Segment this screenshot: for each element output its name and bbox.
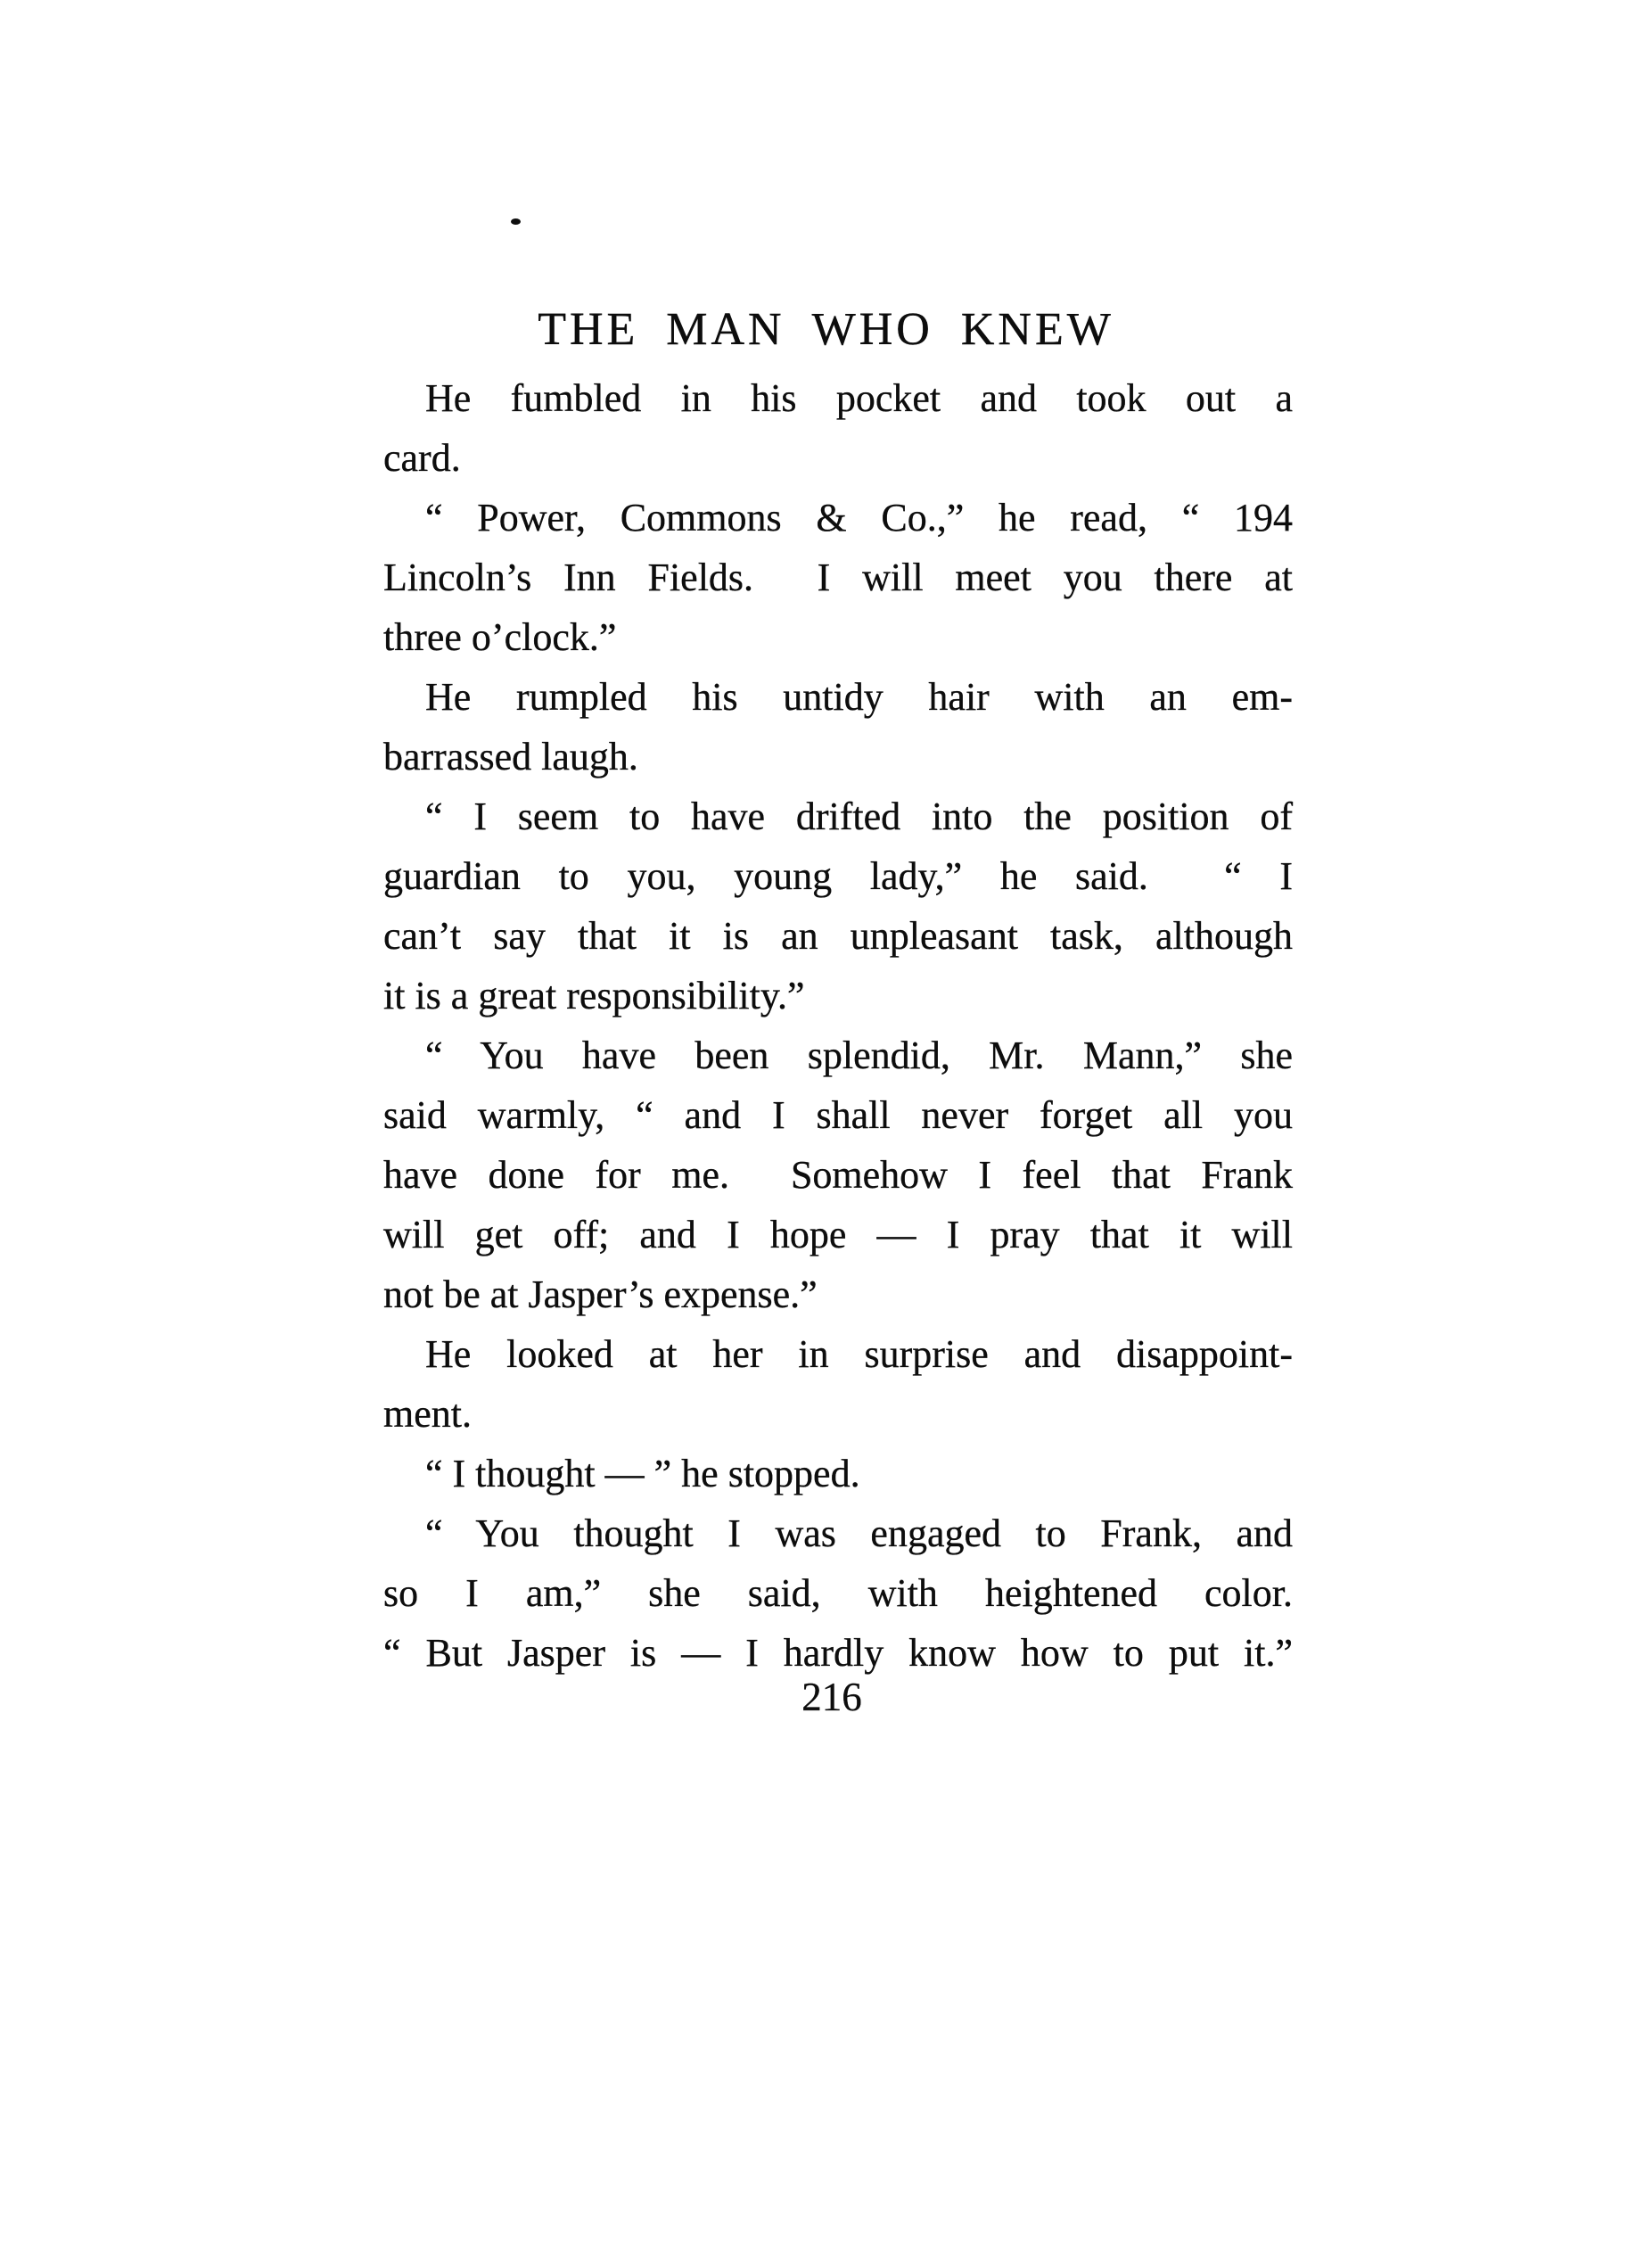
body-text	[383, 368, 1293, 1683]
text-line: Lincoln’s Inn Fields. I will meet you there at	[383, 556, 1293, 599]
text-line: He looked at her in surprise and disappoint-	[425, 1332, 1293, 1376]
text-line: said warmly, “ and I shall never forget all you	[383, 1093, 1293, 1137]
text-line: can’t say that it is an unpleasant task, although	[383, 914, 1293, 958]
text-line: three o’clock.”	[383, 615, 617, 659]
running-head: THE MAN WHO KNEW	[538, 304, 1114, 355]
page-number: 216	[801, 1675, 862, 1719]
text-line: “ But Jasper is — I hardly know how to put it.”	[383, 1631, 1293, 1675]
text-line: will get off; and I hope — I pray that it will	[383, 1213, 1293, 1256]
text-line: “ You thought I was engaged to Frank, and	[425, 1511, 1293, 1555]
text-line: “ I thought — ” he stopped.	[425, 1452, 860, 1495]
text-line: “ I seem to have drifted into the position of	[425, 795, 1293, 838]
text-line: He rumpled his untidy hair with an em-	[425, 675, 1293, 719]
text-line: guardian to you, young lady,” he said. “ I	[383, 854, 1293, 898]
text-line: not be at Jasper’s expense.”	[383, 1273, 818, 1316]
text-line: have done for me. Somehow I feel that Frank	[383, 1153, 1293, 1197]
text-line: so I am,” she said, with heightened color.	[383, 1571, 1293, 1615]
text-line: “ You have been splendid, Mr. Mann,” she	[425, 1034, 1293, 1077]
text-line: ment.	[383, 1392, 472, 1436]
text-line: card.	[383, 436, 461, 480]
text-line: barrassed laugh.	[383, 735, 638, 778]
text-line: “ Power, Commons & Co.,” he read, “ 194	[425, 496, 1293, 539]
text-line: it is a great responsibility.”	[383, 974, 805, 1017]
ink-dot	[511, 218, 521, 225]
text-line: He fumbled in his pocket and took out a	[425, 376, 1293, 420]
